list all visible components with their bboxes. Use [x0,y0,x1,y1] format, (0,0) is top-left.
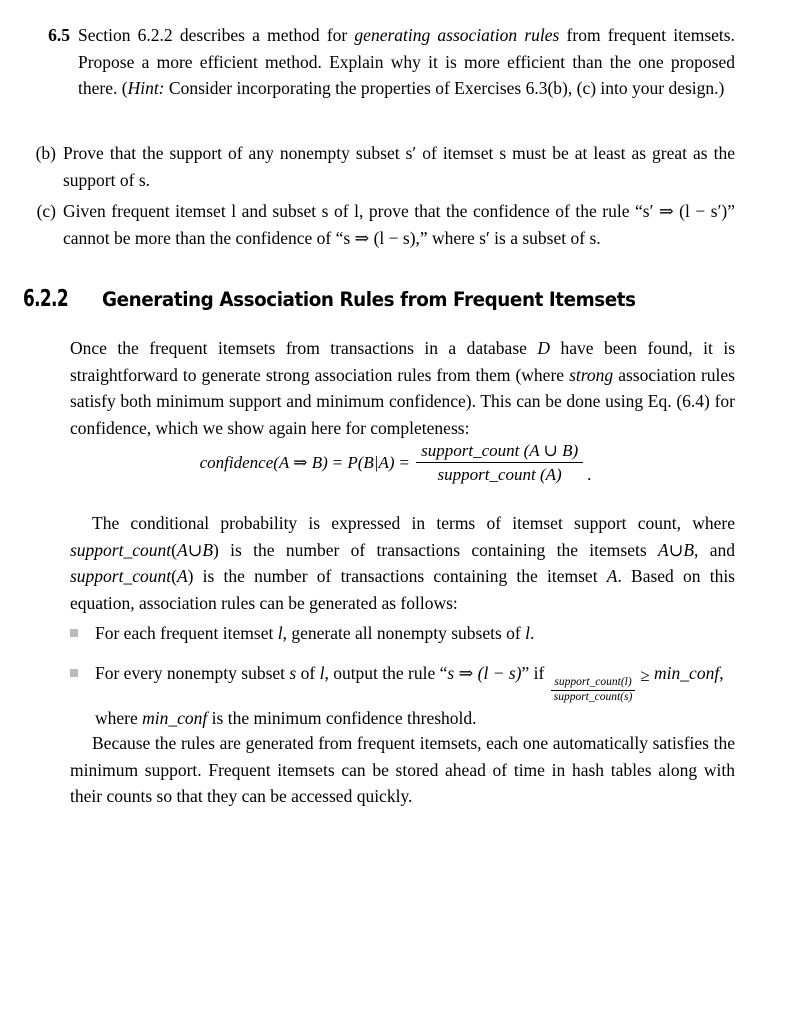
symbol-s: s [289,662,297,683]
paragraph-closing: Because the rules are generated from frequent itemsets, each one automatically satisfies the minimum support. Frequent itemsets can be stored ahead of time in hash tables along with their counts so that they can be accessed quickly. [70,733,735,806]
exercise-text-b: Prove that the support of any nonempty subset s′ of itemset s must be at least as great as the support of s. [63,143,735,190]
exercise-item-b [0,140,791,193]
inline-fraction [551,676,636,705]
equation-fraction [416,440,583,485]
exercise-label: 6.5 [48,25,70,45]
implies-operator: ⇒ [458,662,474,683]
inline-fraction-numerator: support_count(l) [551,676,634,691]
term-min-conf: min_conf [654,662,720,683]
symbol-A: A [657,539,669,560]
symbol-l: l [525,623,530,643]
equation-numerator: support_count (A ∪ B) [416,440,583,463]
exercise-item-6-5 [0,22,791,102]
rule-expression-rhs: (l − s) [477,662,522,683]
equation-expression [200,440,592,485]
list-item-text: For every nonempty subset s of l, output the rule “s ⇒ (l − s)” if $\frac{\text{support\_count(l)}}{\text{support\_count(s)}}$ ≥ min_conf, where min_conf is the minimum confidence threshold. [95,662,724,728]
equation-lhs-args: (A ⇒ B) [273,452,328,472]
symbol-l: l [319,662,325,683]
exercise-hint-label: Hint: [127,78,165,98]
square-bullet-icon [70,629,78,637]
symbol-A: A [606,566,618,586]
rule-expression: s [447,662,455,683]
symbol-A: A [176,539,188,560]
section-title: Generating Association Rules from Frequent Itemsets [101,288,636,311]
exercise-label-c: (c) [36,201,56,221]
symbol-B: B [202,539,214,560]
exercise-text-seg: Section 6.2.2 describes a method for [78,25,355,45]
equation-equals-1: = [332,452,343,472]
exercise-item-c [0,198,791,251]
greater-equal-operator: ≥ [640,666,650,686]
inline-fraction-denominator: support_count(s) [553,691,633,704]
term-support-count-ab: support_count [70,539,172,560]
equation-lhs: confidence [199,452,274,472]
symbol-l: l [277,623,283,643]
equation-conditional-prob: P(B|A) [347,452,395,472]
paragraph-after-equation: The conditional probability is expressed in terms of itemset support count, where support_count(A∪B) is the number of transactions containing the itemsets A∪B, and support_count(A) is the number of transactions containing the itemset A. Based on this equation, association rules can be generated as follows: [70,513,735,613]
exercise-sublist-c [0,198,791,251]
list-item-text: For each frequent itemset l, generate all nonempty subsets of l. [95,623,535,643]
exercise-list [0,22,791,102]
exercise-text-seg: from frequent itemsets. Propose a more efficient method. Explain why it is more efficient than the one proposed there. ( [78,25,735,98]
equation-period: . [587,465,592,484]
exercise-text-seg: Consider incorporating the properties of Exercises 6.3(b), (c) into your design.) [164,78,725,98]
exercise-sublist-b [0,140,791,193]
square-bullet-icon [70,669,78,677]
exercise-text-c: Given frequent itemset l and subset s of l, prove that the confidence of the rule “s′ ⇒ (l − s′)” cannot be more than the confidence of “s ⇒ (l − s),” where s′ is a subset of s. [63,201,735,248]
exercise-label-b: (b) [35,143,56,163]
exercise-text-emphasis: generating association rules [354,25,560,45]
section-heading [18,286,653,312]
section-number: 6.2.2 [22,286,68,312]
equation-equals-2: = [399,452,410,472]
list-item [70,620,735,647]
exercise-text [78,22,735,102]
paragraph-intro: Once the frequent itemsets from transactions in a database D have been found, it is straightforward to generate strong association rules from them (where strong association rules satisfy both minimum support and minimum confidence). This can be done using Eq. (6.4) for confidence, which we show again here for completeness: [70,338,736,438]
display-equation [0,440,791,485]
symbol-A: A [176,566,188,586]
symbol-D: D [537,338,551,358]
term-support-count-a: support_count [70,566,172,586]
generation-steps-list [70,620,735,731]
equation-denominator: support_count (A) [437,465,562,484]
list-item [70,660,735,732]
term-min-conf: min_conf [142,707,208,728]
symbol-B: B [683,539,695,560]
emphasis-strong: strong [569,364,614,385]
